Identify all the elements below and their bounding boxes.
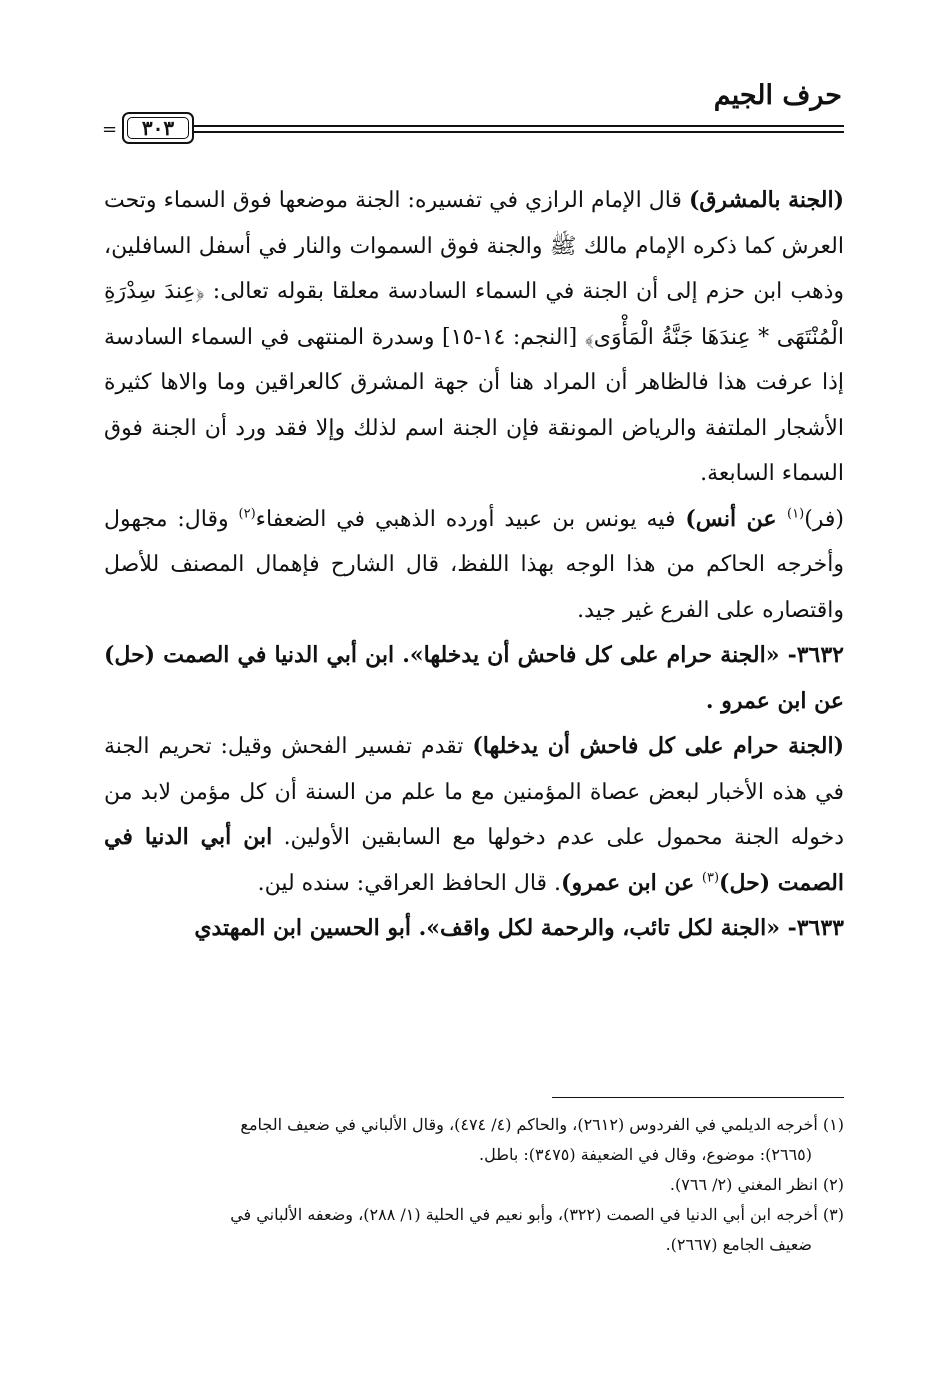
narrator-ibn-amr: عن ابن عمرو) xyxy=(561,869,702,896)
footnote-separator xyxy=(552,1097,844,1098)
source-code-fr: (فر) xyxy=(804,506,845,532)
commentary-3b: . قال الحافظ العراقي: سنده لين. xyxy=(257,870,562,896)
footnotes xyxy=(104,1110,844,1260)
commentary-3a: تقدم تفسير الفحش وقيل: تحريم الجنة في هذه الأخبار لبعض عصاة المؤمنين مع ما علم من السنة أن كل مؤمن لابد من دخوله الجنة محمول على عدم دخولها مع السابقين الأولين. xyxy=(104,734,844,850)
lemma-1: (الجنة بالمشرق) xyxy=(688,187,844,213)
footnote-1-cont xyxy=(104,1140,844,1170)
footnote-1-line-1: (١) أخرجه الديلمي في الفردوس (٢٦١٢)، والحاكم (٤/ ٤٧٤)، وقال الألباني في ضعيف الجامع xyxy=(240,1115,844,1134)
footnote-3 xyxy=(104,1200,844,1230)
footnote-3-cont xyxy=(104,1230,844,1260)
commentary-1: قال الإمام الرازي في تفسيره: الجنة موضعها فوق السماء وتحت العرش كما ذكره الإمام مالك ﷺ والجنة فوق السموات والنار في أسفل السافلين، وذهب ابن حزم إلى أن الجنة في السماء السادسة معلقا بقوله تعالى: ﴿عِندَ سِدْرَةِ الْمُنْتَهَى * عِندَهَا جَنَّةُ الْمَأْوَى﴾ [النجم: ١٤-١٥] وسدرة المنتهى في السماء السادسة إذا عرفت هذا فالظاهر أن المراد هنا أن جهة المشرق كالعراقين وما والاها كثيرة الأشجار الملتفة والرياض المونقة فإن الجنة اسم لذلك وإلا فقد ورد أن الجنة فوق السماء السابعة. xyxy=(104,188,844,486)
page-number-box xyxy=(122,112,194,144)
rule-line-top xyxy=(194,125,844,127)
running-header-title: حرف الجيم xyxy=(713,80,842,111)
hadith-3632 xyxy=(104,633,844,724)
hadith-3633 xyxy=(104,906,844,952)
source-3: ابن أبي الدنيا في الصمت (حل) xyxy=(104,824,844,896)
footnote-ref-2: (٢) xyxy=(238,506,256,522)
rule-line-bottom xyxy=(194,131,844,133)
hadith-3632-text: ٣٦٣٢- «الجنة حرام على كل فاحش أن يدخلها». ابن أبي الدنيا في الصمت (حل) عن ابن عمرو . xyxy=(104,642,844,714)
footnote-1 xyxy=(104,1110,844,1140)
footnote-2-text: (٢) انظر المغني (٢/ ٧٦٦). xyxy=(669,1175,844,1194)
body-text xyxy=(104,178,844,952)
lemma-3: (الجنة حرام على كل فاحش أن يدخلها) xyxy=(472,733,844,759)
narrator-anas: عن أنس) xyxy=(685,505,788,532)
footnote-1-line-2: (٢٦٦٥): موضوع، وقال في الضعيفة (٣٤٧٥): باطل. xyxy=(479,1145,812,1164)
footnote-ref-3: (٣) xyxy=(701,870,720,886)
footnote-ref-1: (١) xyxy=(787,506,805,522)
hadith-3633-text: ٣٦٣٣- «الجنة لكل تائب، والرحمة لكل واقف». أبو الحسين ابن المهتدي xyxy=(194,915,844,941)
commentary-2a: فيه يونس بن عبيد أورده الذهبي في الضعفاء xyxy=(255,506,686,532)
commentary-2b: وقال: مجهول وأخرجه الحاكم من هذا الوجه بهذا اللفظ، قال الشارح فإهمال المصنف للأصل واقتصاره على الفرع غير جيد. xyxy=(104,506,844,623)
paragraph-commentary-3 xyxy=(104,724,844,906)
page-number: ٣٠٣ xyxy=(141,116,175,140)
footnote-3-line-1: (٣) أخرجه ابن أبي الدنيا في الصمت (٣٢٢)، وأبو نعيم في الحلية (١/ ٢٨٨)، وضعفه الألباني في xyxy=(230,1205,844,1224)
footnote-2 xyxy=(104,1170,844,1200)
header-rule xyxy=(102,112,844,146)
paragraph-commentary-1 xyxy=(104,178,844,497)
paragraph-commentary-2 xyxy=(104,497,844,634)
footnote-3-line-2: ضعيف الجامع (٢٦٦٧). xyxy=(665,1235,812,1254)
rule-mark: = xyxy=(102,119,118,140)
